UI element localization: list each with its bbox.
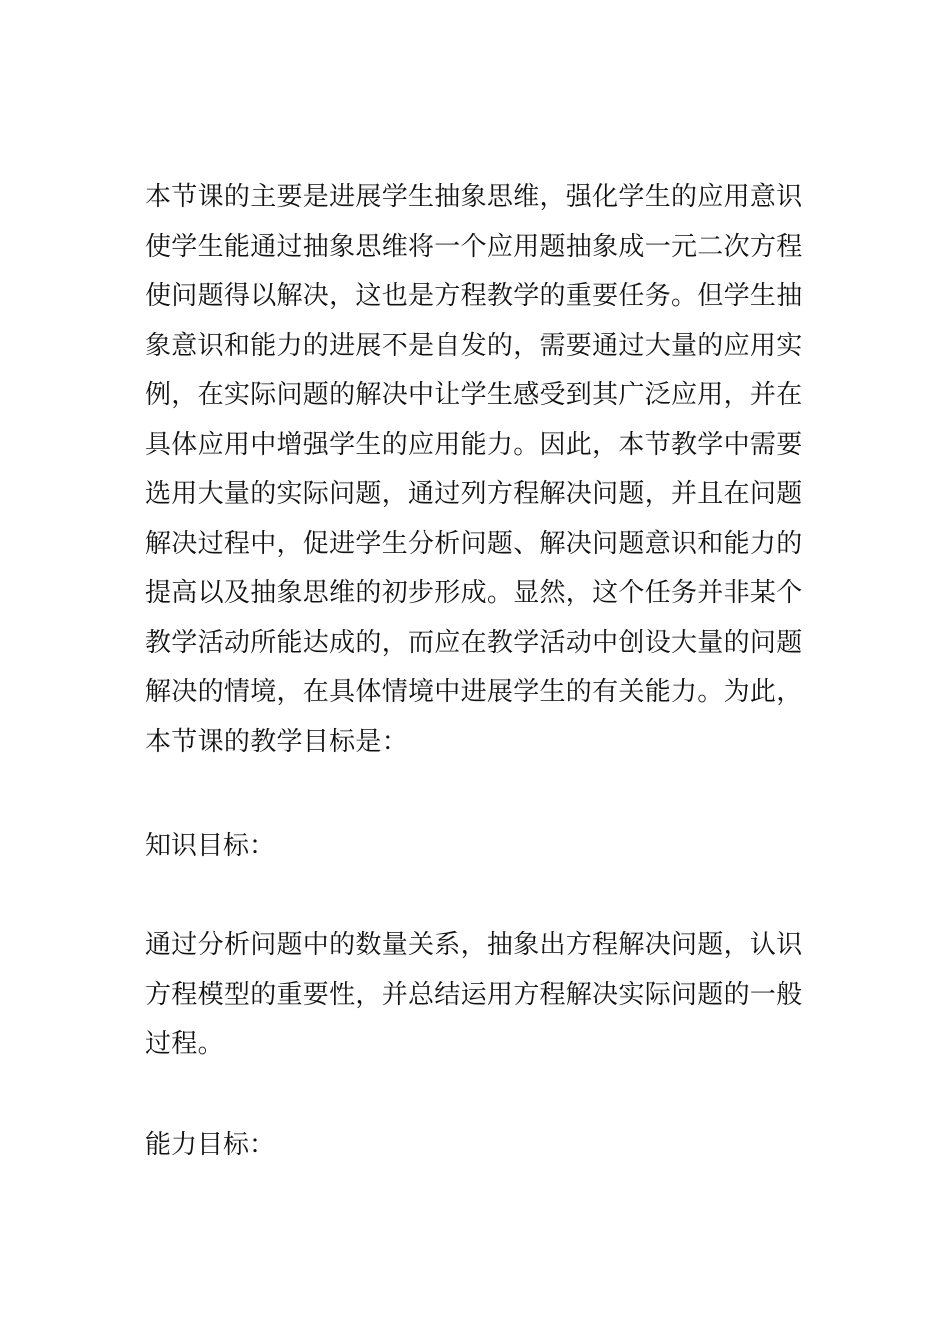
paragraph-line: 本节课的教学目标是：	[145, 726, 409, 757]
paragraph-line: 过程。	[145, 1029, 224, 1059]
paragraph-line: 使学生能通过抽象思维将一个应用题抽象成一元二次方程	[145, 231, 803, 262]
ability-goal-heading: 能力目标：	[145, 1130, 276, 1160]
paragraph-line: 方程模型的重要性，并总结运用方程解决实际问题的一般	[145, 979, 803, 1010]
intro-paragraph	[145, 173, 810, 767]
paragraph-line: 本节课的主要是进展学生抽象思维，强化学生的应用意识	[145, 182, 803, 212]
paragraph-line: 使问题得以解决，这也是方程教学的重要任务。但学生抽	[145, 281, 803, 311]
paragraph-line: 具体应用中增强学生的应用能力。因此，本节教学中需要	[145, 429, 803, 460]
paragraph-line: 解决的情境，在具体情境中进展学生的有关能力。为此，	[145, 677, 803, 707]
paragraph-line: 教学活动所能达成的，而应在教学活动中创设大量的问题	[145, 627, 803, 658]
paragraph-line: 提高以及抽象思维的初步形成。显然，这个任务并非某个	[145, 578, 803, 608]
paragraph-line: 象意识和能力的进展不是自发的，需要通过大量的应用实	[145, 330, 803, 361]
paragraph-line: 例，在实际问题的解决中让学生感受到其广泛应用，并在	[145, 380, 803, 410]
knowledge-goal-paragraph	[145, 921, 810, 1070]
paragraph-line: 选用大量的实际问题，通过列方程解决问题，并且在问题	[145, 479, 803, 509]
paragraph-line: 通过分析问题中的数量关系，抽象出方程解决问题，认识	[145, 930, 803, 960]
knowledge-goal-heading: 知识目标：	[145, 831, 276, 861]
paragraph-line: 解决过程中，促进学生分析问题、解决问题意识和能力的	[145, 528, 803, 559]
